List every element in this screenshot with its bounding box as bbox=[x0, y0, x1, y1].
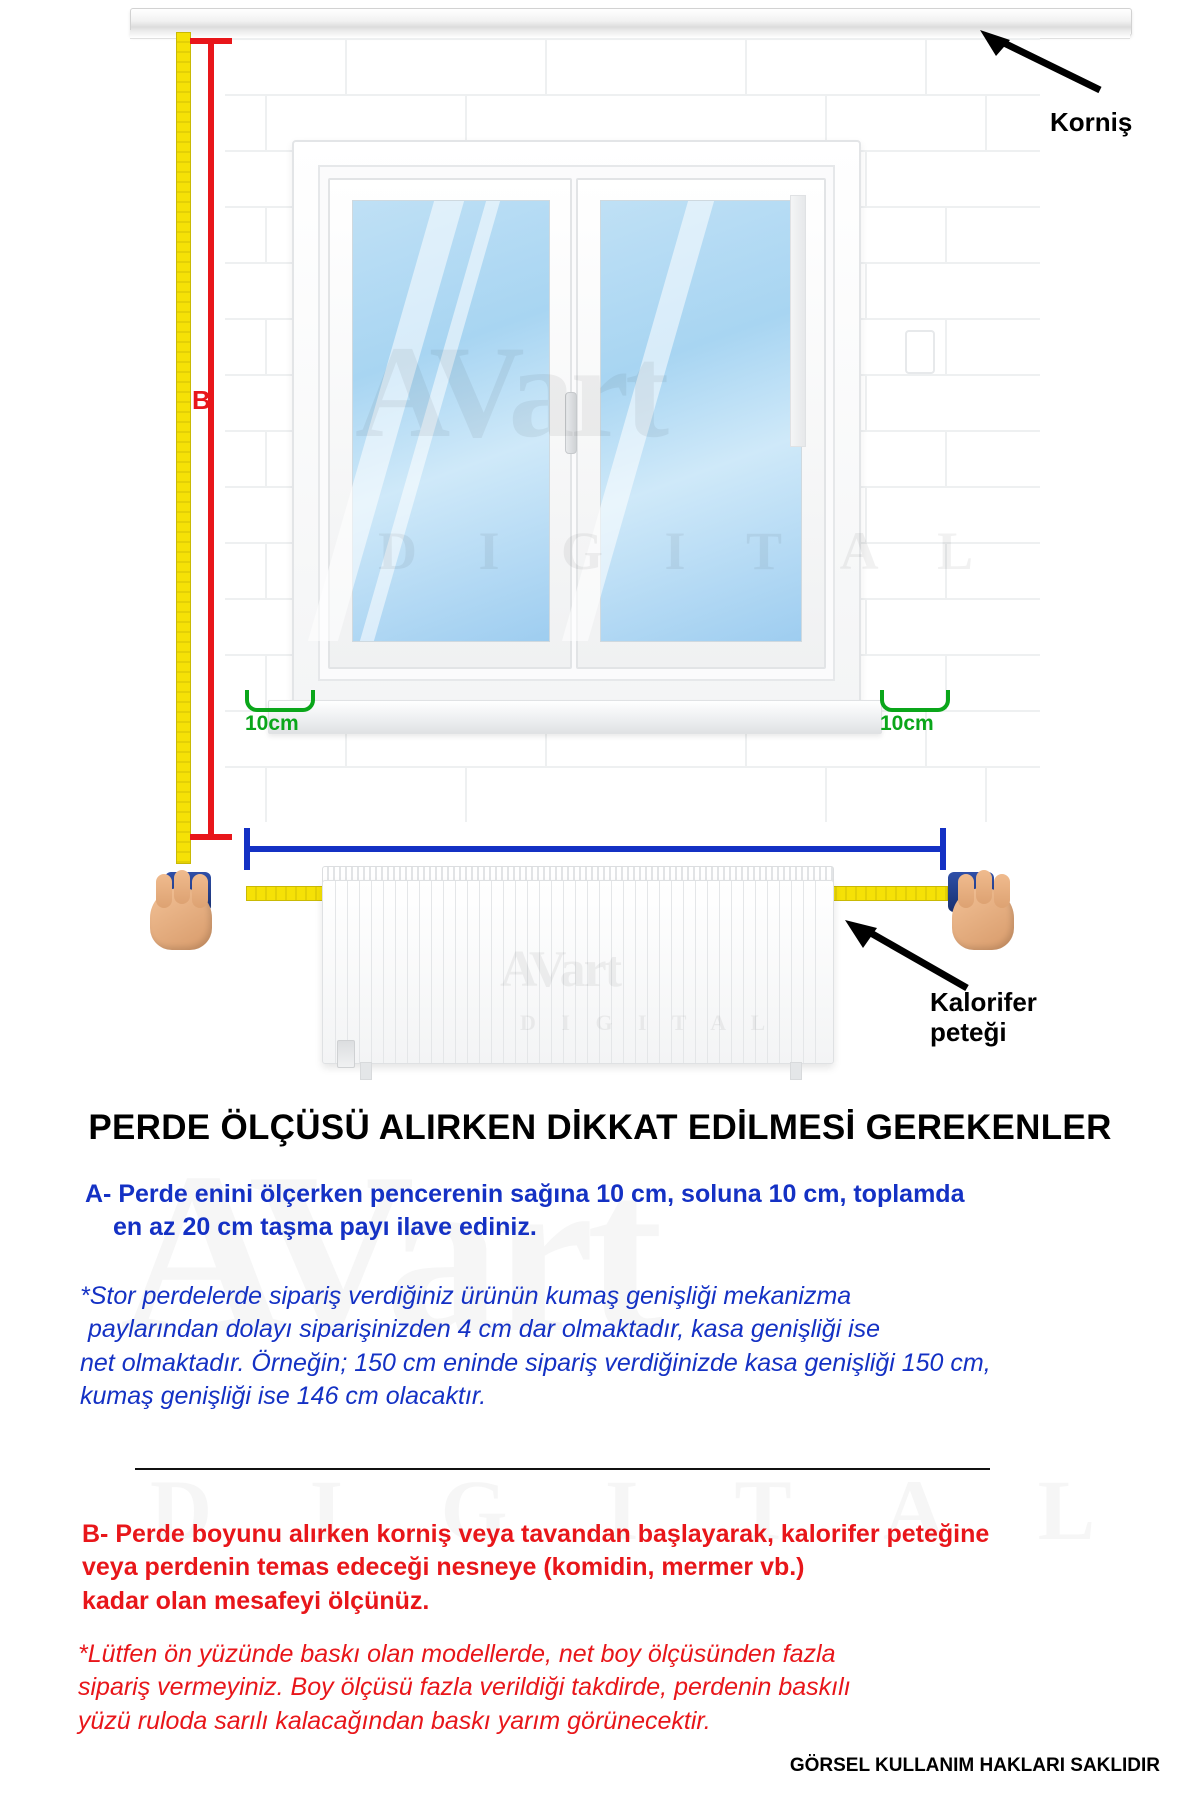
note-b-line2: veya perdenin temas edeceği nesneye (komidin, mermer vb.) bbox=[82, 1553, 805, 1582]
page-title: PERDE ÖLÇÜSÜ ALIRKEN DİKKAT EDİLMESİ GEREKENLER bbox=[88, 1108, 1112, 1147]
radiator-arrow-icon bbox=[845, 918, 975, 998]
note-a-line2: en az 20 cm taşma payı ilave ediniz. bbox=[113, 1213, 537, 1242]
height-measure-cap-bottom bbox=[190, 834, 232, 840]
copyright-notice: GÖRSEL KULLANIM HAKLARI SAKLIDIR bbox=[789, 1755, 1160, 1776]
margin-label-left: 10cm bbox=[245, 712, 299, 735]
note-a-star-line2: paylarından dolayı siparişinizden 4 cm dar olmaktadır, kasa genişliği ise bbox=[88, 1315, 881, 1344]
radiator bbox=[322, 880, 834, 1064]
note-a-star-line1: *Stor perdelerde sipariş verdiğiniz ürünün kumaş genişliği mekanizma bbox=[80, 1282, 852, 1310]
note-b-line1: B- Perde boyunu alırken korniş veya tavandan başlayarak, kalorifer peteğine bbox=[82, 1520, 990, 1548]
width-measure-line bbox=[246, 846, 946, 852]
note-a-star-line3: net olmaktadır. Örneğin; 150 cm eninde sipariş verdiğinizde kasa genişliği 150 cm, bbox=[80, 1348, 991, 1377]
width-measure-cap-right bbox=[940, 828, 946, 870]
section-divider bbox=[135, 1468, 990, 1470]
window-glass-right bbox=[600, 200, 802, 642]
height-measure-label: B bbox=[192, 385, 211, 415]
radiator-leg-right bbox=[790, 1062, 802, 1080]
note-a-line1: A- Perde enini ölçerken pencerenin sağına 10 cm, soluna 10 cm, toplamda bbox=[85, 1180, 965, 1208]
height-measure-cap-top bbox=[190, 38, 232, 44]
cornice-arrow-icon bbox=[980, 28, 1110, 98]
wall-switch bbox=[905, 330, 935, 374]
margin-bracket-right bbox=[880, 690, 950, 712]
window-glass-left bbox=[352, 200, 550, 642]
radiator-valve bbox=[337, 1040, 355, 1068]
watermark-brand-sub: A L bbox=[839, 521, 998, 581]
height-measure-line bbox=[208, 40, 214, 840]
note-a-star bbox=[80, 1280, 1140, 1413]
note-b-star-line2: sipariş vermeyiniz. Boy ölçüsü fazla verildiği takdirde, perdenin baskılı bbox=[78, 1673, 851, 1702]
window-handle bbox=[565, 392, 577, 454]
window-sill bbox=[268, 700, 882, 734]
tape-measure-vertical bbox=[176, 32, 191, 864]
note-b-star bbox=[78, 1638, 1138, 1738]
note-b bbox=[82, 1518, 1142, 1618]
radiator-callout-line2: peteği bbox=[930, 1016, 1007, 1047]
note-b-star-line1: *Lütfen ön yüzünde baskı olan modellerde, net boy ölçüsünden fazla bbox=[78, 1640, 836, 1668]
margin-bracket-left bbox=[245, 690, 315, 712]
hand-left bbox=[150, 888, 212, 950]
instructions-section bbox=[0, 1090, 1200, 1800]
radiator-callout-label bbox=[930, 988, 1037, 1048]
note-b-line3: kadar olan mesafeyi ölçünüz. bbox=[82, 1586, 430, 1615]
note-a-star-line4: kumaş genişliği ise 146 cm olacaktır. bbox=[80, 1381, 487, 1410]
note-b-star-line3: yüzü ruloda sarılı kalacağından baskı yarım görünecektir. bbox=[78, 1706, 711, 1735]
width-measure-cap-left bbox=[244, 828, 250, 870]
radiator-callout-line1: Kalorifer bbox=[930, 987, 1037, 1017]
cornice-callout-label: Korniş bbox=[1050, 107, 1133, 137]
blind-edge bbox=[790, 195, 806, 447]
margin-label-right: 10cm bbox=[880, 712, 934, 735]
note-a bbox=[85, 1178, 1125, 1245]
radiator-leg-left bbox=[360, 1062, 372, 1080]
